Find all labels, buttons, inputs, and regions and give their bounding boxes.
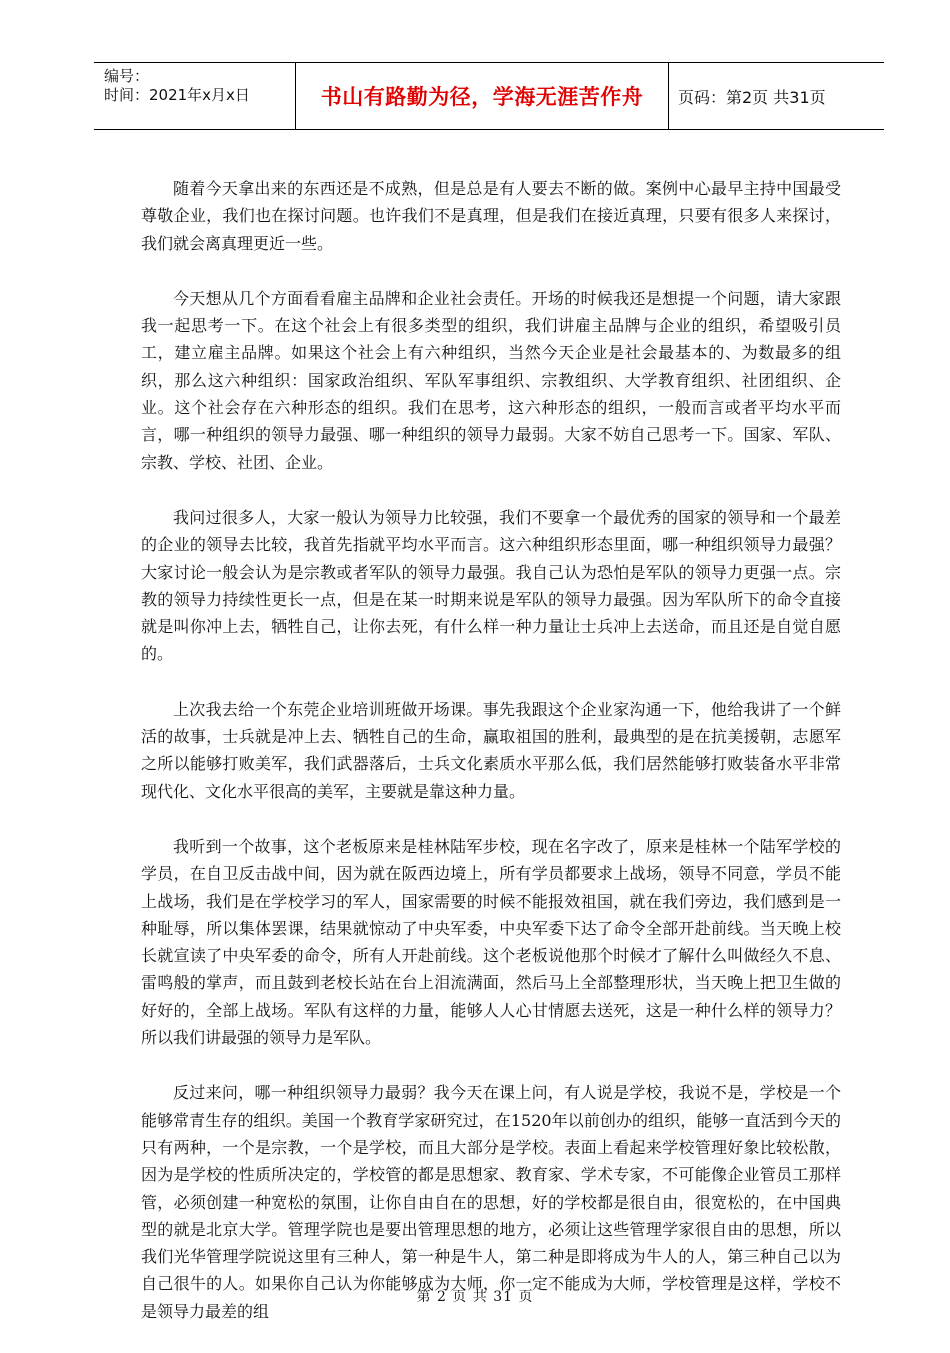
page-footer: 第 2 页 共 31 页 <box>416 1289 534 1305</box>
paragraph-1: 随着今天拿出来的东西还是不成熟，但是总是有人要去不断的做。案例中心最早主持中国最受尊敬企业，我们也在探讨问题。也许我们不是真理，但是我们在接近真理，只要有很多人来探讨，我们就会离真理更近一些。 <box>141 179 841 253</box>
header-divider-right <box>668 63 669 129</box>
header-slogan: 书山有路勤为径，学海无涯苦作舟 <box>320 85 644 109</box>
page-header <box>94 62 884 130</box>
paragraph-3: 我问过很多人，大家一般认为领导力比较强，我们不要拿一个最优秀的国家的领导和一个最差的企业的领导去比较，我首先指就平均水平而言。这六种组织形态里面，哪一种组织领导力最强？大家讨论一般会认为是宗教或者军队的领导力最强。我自己认为恐怕是军队的领导力更强一点。宗教的领导力持续性更长一点，但是在某一时期来说是军队的领导力最强。因为军队所下的命令直接就是叫你冲上去，牺牲自己，让你去死，有什么样一种力量让士兵冲上去送命，而且还是自觉自愿的。 <box>141 507 841 664</box>
header-time-label: 时间：2021年x月x日 <box>104 86 250 104</box>
paragraph-5: 我听到一个故事，这个老板原来是桂林陆军步校，现在名字改了，原来是桂林一个陆军学校的学员，在自卫反击战中间，因为就在阪西边境上，所有学员都要求上战场，领导不同意，学员不能上战场，我们是在学校学习的军人，国家需要的时候不能报效祖国，就在我们旁边，我们感到是一种耻辱，所以集体罢课，结果就惊动了中央军委，中央军委下达了命令全部开赴前线。当天晚上校长就宣读了中央军委的命令，所有人开赴前线。这个老板说他那个时候才了解什么叫做经久不息、雷鸣般的掌声，而且鼓到老校长站在台上泪流满面，然后马上全部整理形状，当天晚上把卫生做的好好的，全部上战场。军队有这样的力量，能够人人心甘情愿去送死，这是一种什么样的领导力？所以我们讲最强的领导力是军队。 <box>141 836 841 1048</box>
paragraph-2: 今天想从几个方面看看雇主品牌和企业社会责任。开场的时候我还是想提一个问题，请大家跟我一起思考一下。在这个社会上有很多类型的组织，我们讲雇主品牌与企业的组织，希望吸引员工，建立雇主品牌。如果这个社会上有六种组织，当然今天企业是社会最基本的、为数最多的组织，那么这六种组织：国家政治组织、军队军事组织、宗教组织、大学教育组织、社团组织、企业。这个社会存在六种形态的组织。我们在思考，这六种形态的组织，一般而言或者平均水平而言，哪一种组织的领导力最强、哪一种组织的领导力最弱。大家不妨自己思考一下。国家、军队、宗教、学校、社团、企业。 <box>141 288 841 472</box>
header-number-label: 编号： <box>104 67 150 85</box>
paragraph-6: 反过来问，哪一种组织领导力最弱？我今天在课上问，有人说是学校，我说不是，学校是一个能够常青生存的组织。美国一个教育学家研究过，在1520年以前创办的组织，能够一直活到今天的只有两种，一个是宗教，一个是学校，而且大部分是学校。表面上看起来学校管理好象比较松散，因为是学校的性质所决定的，学校管的都是思想家、教育家、学术专家，不可能像企业管员工那样管，必须创建一种宽松的氛围，让你自由自在的思想，好的学校都是很自由，很宽松的，在中国典型的就是北京大学。管理学院也是要出管理思想的地方，必须让这些管理学家很自由的思想，所以我们光华管理学院说这里有三种人，第一种是牛人，第二种是即将成为牛人的人，第三种自己以为自己很牛的人。如果你自己认为你能够成为大师，你一定不能成为大师，学校管理是这样，学校不是领导力最差的组 <box>141 1083 841 1321</box>
header-meta <box>104 67 250 105</box>
header-page-label: 页码：第2页 共31页 <box>678 87 826 107</box>
paragraph-4: 上次我去给一个东莞企业培训班做开场课。事先我跟这个企业家沟通一下，他给我讲了一个鲜活的故事，士兵就是冲上去、牺牲自己的生命，赢取祖国的胜利，最典型的是在抗美援朝，志愿军之所以能够打败美军，我们武器落后，士兵文化素质水平那么低，我们居然能够打败装备水平非常现代化、文化水平很高的美军，主要就是靠这种力量。 <box>141 699 841 801</box>
document-body <box>141 175 841 1353</box>
